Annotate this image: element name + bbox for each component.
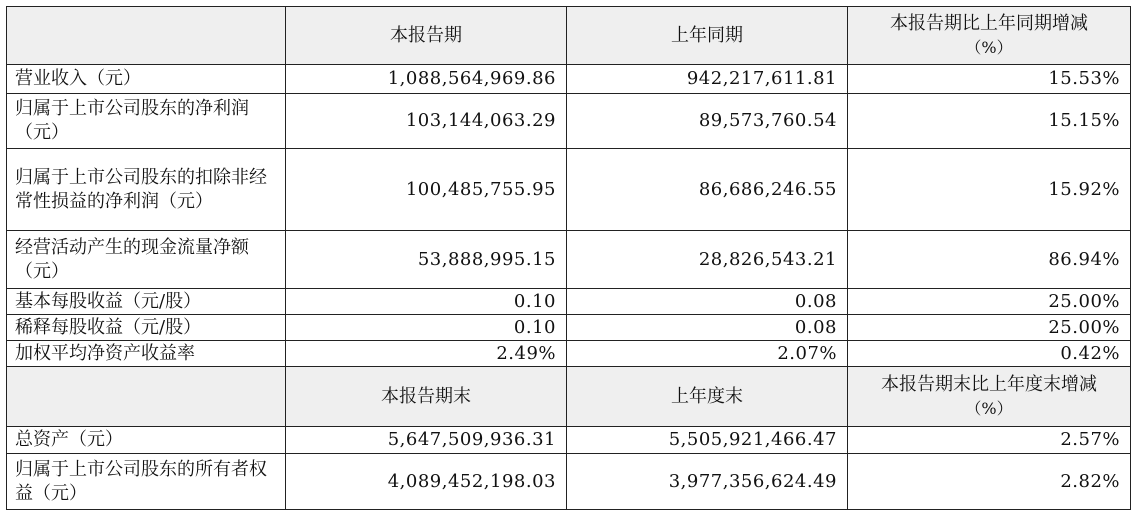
previous-value: 5,505,921,466.47 xyxy=(567,427,848,454)
change-value: 25.00% xyxy=(848,315,1131,341)
row-label: 经营活动产生的现金流量净额（元） xyxy=(7,231,286,289)
row-label: 总资产（元） xyxy=(7,427,286,454)
table-row xyxy=(7,341,1131,367)
header-period-change xyxy=(848,7,1131,65)
previous-value: 28,826,543.21 xyxy=(567,231,848,289)
change-value: 2.57% xyxy=(848,427,1131,454)
table-row xyxy=(7,289,1131,315)
row-label: 加权平均净资产收益率 xyxy=(7,341,286,367)
table-row xyxy=(7,94,1131,149)
current-value: 0.10 xyxy=(286,289,567,315)
change-value: 2.82% xyxy=(848,454,1131,510)
change-value: 86.94% xyxy=(848,231,1131,289)
current-value: 103,144,063.29 xyxy=(286,94,567,149)
current-value: 0.10 xyxy=(286,315,567,341)
row-label: 归属于上市公司股东的所有者权益（元） xyxy=(7,454,286,510)
row-label: 营业收入（元） xyxy=(7,65,286,94)
table-row xyxy=(7,231,1131,289)
change-value: 15.92% xyxy=(848,149,1131,231)
previous-value: 86,686,246.55 xyxy=(567,149,848,231)
header-last-year-end: 上年度末 xyxy=(567,367,848,427)
previous-value: 0.08 xyxy=(567,315,848,341)
table-row xyxy=(7,427,1131,454)
previous-value: 942,217,611.81 xyxy=(567,65,848,94)
previous-value: 2.07% xyxy=(567,341,848,367)
header-blank-cell xyxy=(7,7,286,65)
row-label: 归属于上市公司股东的净利润（元） xyxy=(7,94,286,149)
change-value: 15.15% xyxy=(848,94,1131,149)
change-value: 25.00% xyxy=(848,289,1131,315)
current-value: 2.49% xyxy=(286,341,567,367)
row-label: 基本每股收益（元/股） xyxy=(7,289,286,315)
header-period-end-change-label: 本报告期末比上年度末增减 xyxy=(881,373,1097,395)
section1-header-row xyxy=(7,7,1131,65)
previous-value: 89,573,760.54 xyxy=(567,94,848,149)
change-value: 0.42% xyxy=(848,341,1131,367)
header-blank-cell xyxy=(7,367,286,427)
table-row xyxy=(7,315,1131,341)
current-value: 5,647,509,936.31 xyxy=(286,427,567,454)
financial-data-table xyxy=(6,6,1131,510)
previous-value: 0.08 xyxy=(567,289,848,315)
current-value: 4,089,452,198.03 xyxy=(286,454,567,510)
row-label: 稀释每股收益（元/股） xyxy=(7,315,286,341)
header-period-change-unit: （%） xyxy=(965,37,1013,57)
current-value: 100,485,755.95 xyxy=(286,149,567,231)
row-label: 归属于上市公司股东的扣除非经常性损益的净利润（元） xyxy=(7,149,286,231)
header-period-end-change xyxy=(848,367,1131,427)
header-current-period: 本报告期 xyxy=(286,7,567,65)
table-row xyxy=(7,149,1131,231)
header-period-end-change-unit: （%） xyxy=(965,398,1013,418)
current-value: 53,888,995.15 xyxy=(286,231,567,289)
header-period-end: 本报告期末 xyxy=(286,367,567,427)
change-value: 15.53% xyxy=(848,65,1131,94)
section2-header-row xyxy=(7,367,1131,427)
header-same-period-last-year: 上年同期 xyxy=(567,7,848,65)
header-period-change-label: 本报告期比上年同期增减 xyxy=(890,12,1088,34)
previous-value: 3,977,356,624.49 xyxy=(567,454,848,510)
table-row xyxy=(7,65,1131,94)
table-row xyxy=(7,454,1131,510)
current-value: 1,088,564,969.86 xyxy=(286,65,567,94)
